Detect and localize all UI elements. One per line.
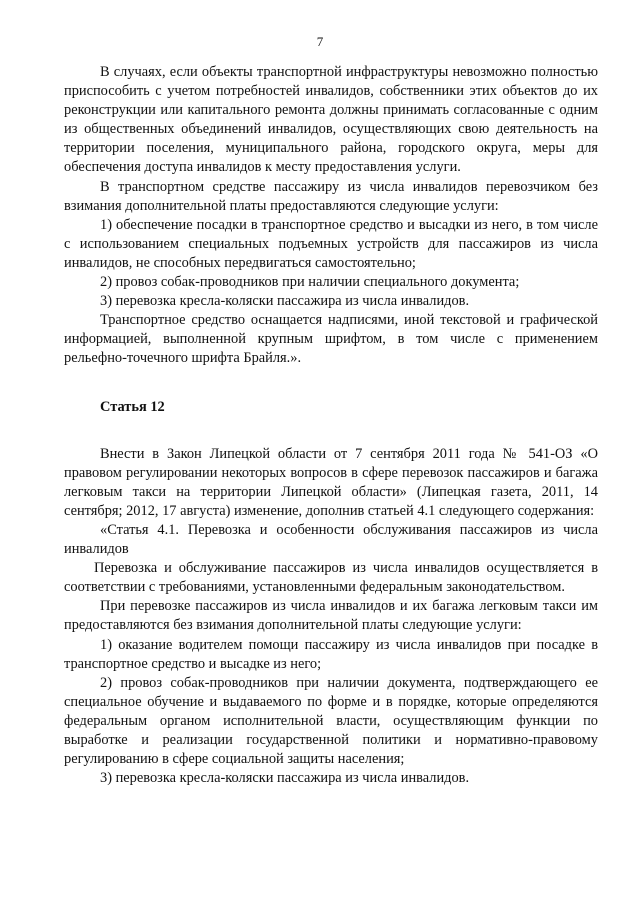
paragraph-vehicle-signage: Транспортное средство оснащается надписями, иной текстовой и графической информацией, выполненной крупным шрифтом, в том числе с применением рельефно-точечного шрифта Брайля.». bbox=[64, 312, 598, 367]
list-item-guide-dogs: 2) провоз собак-проводников при наличии специального документа; bbox=[100, 274, 520, 291]
list-item-wheelchair: 3) перевозка кресла-коляски пассажира из числа инвалидов. bbox=[100, 293, 470, 310]
paragraph-taxi-service: Перевозка и обслуживание пассажиров из числа инвалидов осуществляется в соответствии с требованиями, установленными федеральным законодательством. bbox=[64, 560, 598, 596]
paragraph-article-title: «Статья 4.1. Перевозка и особенности обслуживания пассажиров из числа инвалидов bbox=[64, 521, 598, 558]
paragraph-vehicle-services-intro: В транспортном средстве пассажиру из числа инвалидов перевозчиком без взимания дополнительной платы предоставляются следующие услуги: bbox=[64, 178, 598, 214]
page-number: 7 bbox=[316, 34, 324, 49]
list-item-wheelchair-taxi: 3) перевозка кресла-коляски пассажира из числа инвалидов. bbox=[100, 770, 470, 787]
document-body bbox=[64, 63, 598, 788]
list-item-guide-dogs-taxi: 2) провоз собак-проводников при наличии документа, подтверждающего ее специальное обучение и выдаваемого по форме и в порядке, которые определяются федеральным органом исполнительной власти, осуществляющим функции по выработке и реализации государственной политики и нормативно-правовому регулированию в сфере социальной защиты населения; bbox=[64, 674, 598, 768]
paragraph-taxi-services-intro: При перевозке пассажиров из числа инвалидов и их багажа легковым такси им предоставляются без взимания дополнительной платы следующие услуги: bbox=[64, 598, 598, 634]
list-item-driver-assistance: 1) оказание водителем помощи пассажиру из числа инвалидов при посадке в транспортное средство и высадке из него; bbox=[64, 636, 598, 672]
list-item-boarding: 1) обеспечение посадки в транспортное средство и высадки из него, в том числе с использованием специальных подъемных устройств для пассажиров из числа инвалидов, не способных передвигаться самостоятельно; bbox=[64, 216, 598, 271]
paragraph-law-amendment: Внести в Закон Липецкой области от 7 сентября 2011 года № 541-ОЗ «О правовом регулировании некоторых вопросов в сфере перевозок пассажиров и багажа легковым такси на территории Липецкой области» (Липецкая газета, 2011, 14 сентября; 2012, 17 августа) изменение, дополнив статьей 4.1 следующего содержания: bbox=[64, 445, 598, 519]
paragraph-transport-infrastructure: В случаях, если объекты транспортной инфраструктуры невозможно полностью приспособить с учетом потребностей инвалидов, собственники этих объектов до их реконструкции или капитального ремонта должны принимать согласованные с одним из общественных объединений инвалидов, осуществляющих свою деятельность на территории поселения, муниципального района, городского округа, меры для обеспечения доступа инвалидов к месту предоставления услуги. bbox=[64, 64, 598, 176]
article-heading: Статья 12 bbox=[100, 398, 165, 415]
